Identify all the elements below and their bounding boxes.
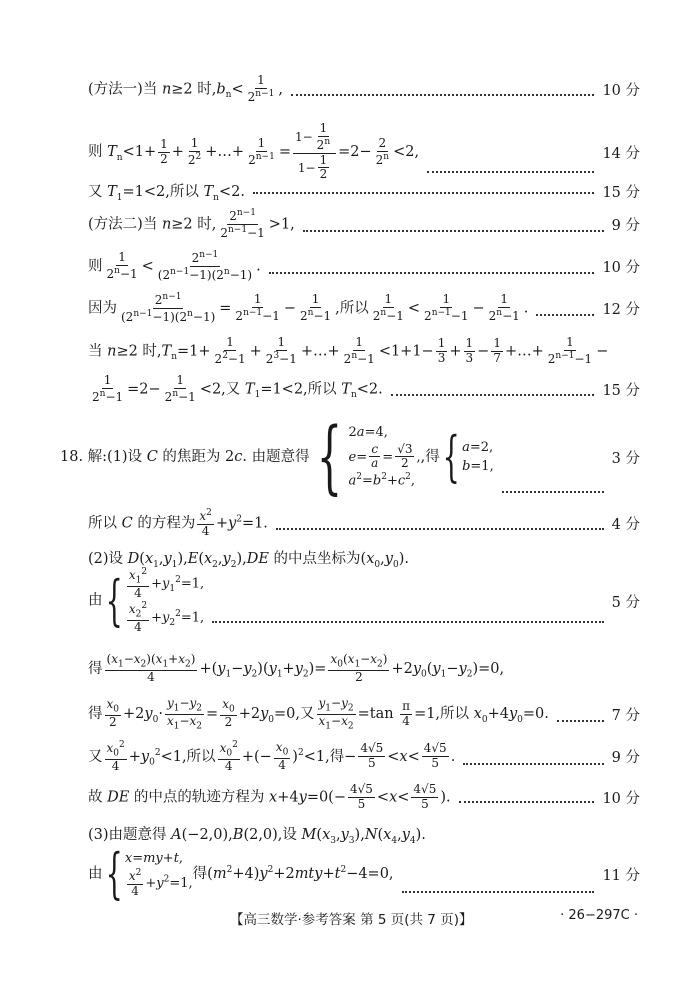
- score-label: 7 分: [611, 707, 640, 724]
- score-label: 9 分: [611, 217, 640, 234]
- score-label: 10 分: [602, 790, 640, 807]
- solution-line: 由 { x=my+t, $\frac{x^2}{4}$ $+y^2=1$, 得$(m^2+4)y^2+2mty+t^2-4=0$, 11 分: [88, 842, 640, 905]
- score-label: 12 分: [602, 301, 640, 318]
- score-label: 9 分: [611, 750, 640, 767]
- solution-line: 又 $T_1=1<2$,所以 $T_n<2$. 15 分: [88, 180, 640, 203]
- solution-line: 所以 C 的方程为 $\frac{x^2}{4}$ $+y^2=1$. 4 分: [88, 508, 640, 538]
- solution-line: 由 { $\frac{x_1^2}{4}$ $+y_1^2=1$, $\frac{x_2^2}{4}$ $+y_2^2=1$, 5 分: [88, 567, 640, 634]
- score-label: 4 分: [611, 516, 640, 533]
- score-label: 14 分: [602, 145, 640, 162]
- solution-line: 则 $\frac{1}{2^n-1}$ < $\frac{2^{n-1}}{(2^{n-1}-1)(2^n-1)}$ . 10 分: [88, 250, 640, 282]
- solution-line: 当 n≥2 时$,T_n=1+$ $\frac{1}{2^2-1}$ + $\frac{1}{2^3-1}$ +…+ $\frac{1}{2^n-1}$ <1+1− $\frac{1}{3}$ + $\frac{1}{3}$ − $\frac{1}{7}$ +…+ $\frac{1}{2^{n-1}-1}$ −: [88, 335, 609, 366]
- solution-line: 得 $\frac{(x_1-x_2)(x_1+x_2)}{4}$ $+(y_1-y_2)(y_1+y_2)=$ $\frac{x_0(x_1-x_2)}{2}$ $+2y_0(y_1-y_2)=0$,: [88, 652, 505, 684]
- score-label: 11 分: [602, 867, 640, 884]
- solution-line: $\frac{1}{2^n-1}$ =2− $\frac{1}{2^n-1}$ <2,又 $T_1=1<2$,所以 $T_n<2$. 15 分: [92, 373, 640, 404]
- solution-line: (方法一)当 n≥2 时$,b_n<$ $\frac{1}{2^{n-1}}$ , 10 分: [88, 73, 640, 104]
- score-label: 3 分: [611, 450, 640, 467]
- score-label: 5 分: [611, 594, 640, 611]
- solution-line: (3)由题意得 A(−2,0),B(2,0),设 $M(x_3,y_3),N(x_4,y_4)$.: [88, 827, 426, 846]
- page-footer: 【高三数学·参考答案 第 5 页(共 7 页)】: [230, 912, 473, 928]
- solution-line: (方法二)当 n≥2 时, $\frac{2^{n-1}}{2^{n-1}-1}$ >1, 9 分: [88, 208, 640, 240]
- solution-line: (2)设 $D(x_1,y_1),E(x_2,y_2),DE$ 的中点坐标为$(x_0,y_0)$.: [88, 551, 409, 570]
- solution-line: 故 DE 的中点的轨迹方程为 x+4y=0(− $\frac{4√5}{5}$ <x< $\frac{4√5}{5}$ ). 10 分: [88, 782, 640, 811]
- score-label: 15 分: [602, 184, 640, 201]
- score-label: 15 分: [602, 382, 640, 399]
- score-label: 10 分: [602, 82, 640, 99]
- solution-line: 又 $\frac{x_0^2}{4}$ $+y_0^2<1$,所以 $\frac{x_0^2}{4}$ +(− $\frac{x_0}{4}$ )$^2$<1,得− $\frac{4√5}{5}$ <x< $\frac{4√5}{5}$ . 9 分: [88, 740, 640, 773]
- solution-line: 18. 解:(1)设 C 的焦距为 2c. 由题意得 { 2a=4, e= $\frac{c}{a}$ = $\frac{√3}{2}$ , $a^2=b^2+c^2$, ,得 { a=2, b=1, 3 分: [60, 410, 640, 503]
- solution-line: 得 $\frac{x_0}{2}$ $+2y_0\cdot$ $\frac{y_1-y_2}{x_1-x_2}$ = $\frac{x_0}{2}$ $+2y_0=0$,又 $\frac{y_1-y_2}{x_1-x_2}$ =tan $\frac{\pi}{4}$ =1,所以 $x_0+4y_0=0$. 7 分: [88, 696, 640, 732]
- solution-line: 则 $T_n<1+$ $\frac{1}{2}$ + $\frac{1}{2^2}$ +…+ $\frac{1}{2^{n-1}}$ = 1− $\frac{1}{2^n}$ 1− $\frac{1}{2}$ =2− $\frac{2}{2^n}$ <2, 14 分: [88, 121, 640, 182]
- score-label: 10 分: [602, 259, 640, 276]
- solution-line: 因为 $\frac{2^{n-1}}{(2^{n-1}-1)(2^n-1)}$ = $\frac{1}{2^{n-1}-1}$ − $\frac{1}{2^n-1}$ ,所以 $\frac{1}{2^n-1}$ < $\frac{1}{2^{n-1}-1}$ − $\frac{1}{2^n-1}$ . 12 分: [88, 292, 640, 324]
- doc-code: · 26−297C ·: [560, 908, 638, 923]
